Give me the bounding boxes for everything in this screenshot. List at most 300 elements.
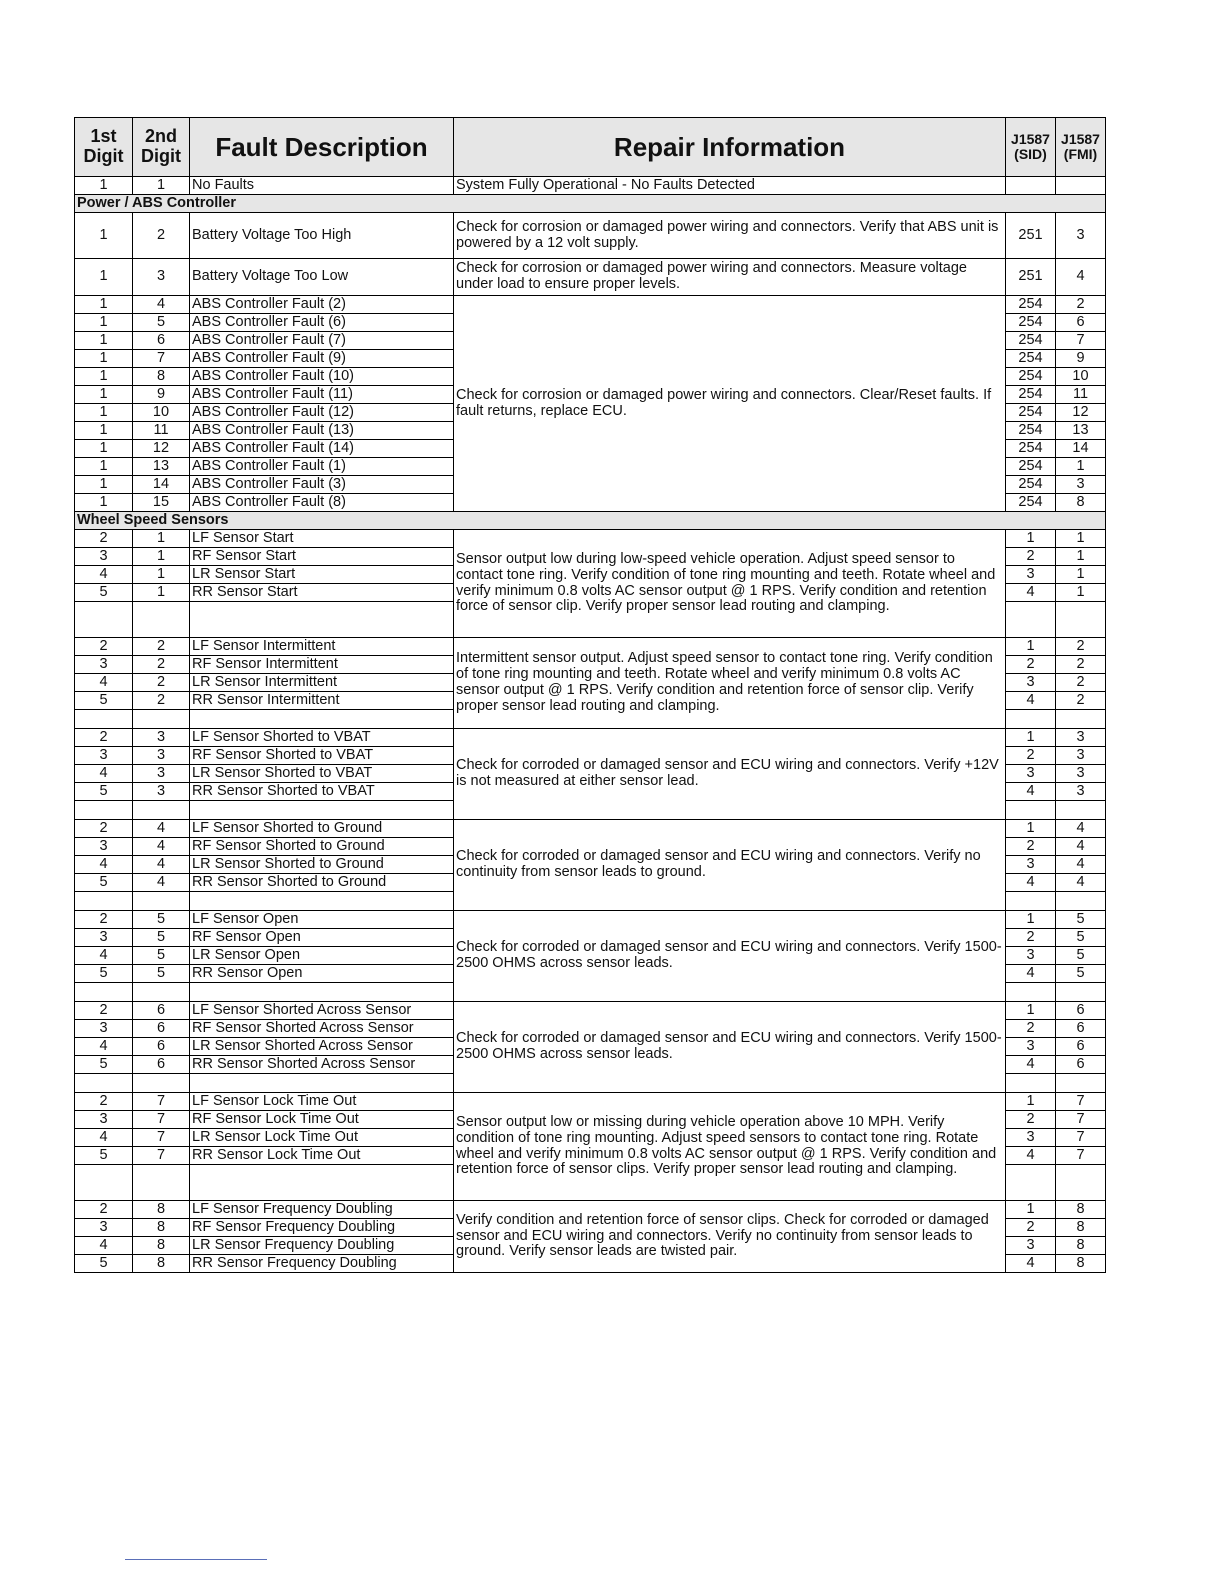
fault-description: LR Sensor Lock Time Out [190,1129,454,1147]
sid-value: 1 [1006,729,1056,747]
header-fmi: J1587 (FMI) [1056,118,1106,177]
fmi-value: 4 [1056,820,1106,838]
fault-description: RR Sensor Shorted to VBAT [190,783,454,801]
first-digit: 1 [75,259,133,296]
sid-value: 251 [1006,213,1056,259]
first-digit: 4 [75,856,133,874]
first-digit: 2 [75,729,133,747]
empty-cell [190,983,454,1002]
fault-description: LF Sensor Open [190,911,454,929]
repair-information: Sensor output low or missing during vehicle operation above 10 MPH. Verify condition of tone ring mounting. Adjust speed sensors to contact tone ring. Rotate wheel and verify minimum 0.8 volts AC sensor output @ 1 RPS. Verify condition and retention force of sensor clips. Verify proper sensor lead routing and clamping. [454,1093,1006,1201]
sid-value: 2 [1006,838,1056,856]
fault-description: RR Sensor Frequency Doubling [190,1255,454,1273]
repair-information: Check for corroded or damaged sensor and ECU wiring and connectors. Verify 1500-2500 OHMS across sensor leads. [454,911,1006,1002]
empty-cell [133,983,190,1002]
fmi-value: 1 [1056,548,1106,566]
second-digit: 6 [133,332,190,350]
sid-value: 1 [1006,1002,1056,1020]
second-digit: 1 [133,584,190,602]
first-digit: 5 [75,874,133,892]
first-digit: 3 [75,548,133,566]
empty-cell [1056,892,1106,911]
repair-information: Intermittent sensor output. Adjust speed sensor to contact tone ring. Verify condition of tone ring mounting and teeth. Rotate wheel and verify minimum 0.8 volts AC sensor output @ 1 RPS. Verify condition and retention force of sensor clip. Verify proper sensor lead routing and clamping. [454,638,1006,729]
empty-cell [1056,1165,1106,1201]
sid-value: 3 [1006,765,1056,783]
empty-cell [1056,602,1106,638]
section-header-power [75,195,1106,213]
second-digit: 4 [133,820,190,838]
fmi-value: 9 [1056,350,1106,368]
second-digit: 7 [133,1129,190,1147]
first-digit: 2 [75,820,133,838]
second-digit: 3 [133,783,190,801]
second-digit: 5 [133,911,190,929]
sid-value: 2 [1006,929,1056,947]
fmi-value: 6 [1056,314,1106,332]
second-digit: 12 [133,440,190,458]
fault-description: ABS Controller Fault (10) [190,368,454,386]
fault-description: ABS Controller Fault (12) [190,404,454,422]
section-title: Power / ABS Controller [75,195,1106,213]
fmi-value: 4 [1056,874,1106,892]
second-digit: 1 [133,530,190,548]
first-digit: 1 [75,386,133,404]
empty-cell [190,1165,454,1201]
fmi-value: 3 [1056,765,1106,783]
empty-cell [133,801,190,820]
footnote-divider [125,1559,267,1560]
first-digit: 4 [75,1038,133,1056]
first-digit: 1 [75,350,133,368]
fmi-value: 12 [1056,404,1106,422]
sid-value: 251 [1006,259,1056,296]
empty-cell [133,1165,190,1201]
second-digit: 2 [133,638,190,656]
first-digit: 3 [75,838,133,856]
second-digit: 9 [133,386,190,404]
empty-cell [75,801,133,820]
empty-cell [1056,710,1106,729]
fault-description: LR Sensor Shorted to Ground [190,856,454,874]
fault-description: RR Sensor Open [190,965,454,983]
first-digit: 4 [75,947,133,965]
fault-description: ABS Controller Fault (9) [190,350,454,368]
second-digit: 11 [133,422,190,440]
fmi-value: 7 [1056,332,1106,350]
second-digit: 6 [133,1020,190,1038]
second-digit: 5 [133,965,190,983]
second-digit: 4 [133,296,190,314]
sid-value: 254 [1006,404,1056,422]
repair-information: Check for corroded or damaged sensor and ECU wiring and connectors. Verify no continuity from sensor leads to ground. [454,820,1006,911]
fmi-value: 8 [1056,1255,1106,1273]
second-digit: 8 [133,1237,190,1255]
fmi-value: 7 [1056,1147,1106,1165]
second-digit: 2 [133,692,190,710]
empty-cell [1006,1165,1056,1201]
sid-value: 3 [1006,1038,1056,1056]
empty-cell [133,1074,190,1093]
fmi-value: 6 [1056,1056,1106,1074]
second-digit: 8 [133,1201,190,1219]
second-digit: 8 [133,368,190,386]
table-row [75,729,1106,747]
sid-value: 4 [1006,1147,1056,1165]
fault-description: RF Sensor Intermittent [190,656,454,674]
sid-value: 254 [1006,368,1056,386]
first-digit: 3 [75,656,133,674]
repair-information: System Fully Operational - No Faults Detected [454,177,1006,195]
empty-cell [1056,801,1106,820]
fmi-value: 6 [1056,1002,1106,1020]
fault-description: RF Sensor Shorted Across Sensor [190,1020,454,1038]
first-digit: 1 [75,476,133,494]
header-first-digit: 1st Digit [75,118,133,177]
fault-description: ABS Controller Fault (7) [190,332,454,350]
second-digit: 4 [133,856,190,874]
empty-cell [1056,1074,1106,1093]
table-row [75,213,1106,259]
second-digit: 5 [133,947,190,965]
sid-value: 1 [1006,1093,1056,1111]
fmi-value: 3 [1056,213,1106,259]
first-digit: 2 [75,638,133,656]
header-fault-description: Fault Description [190,118,454,177]
second-digit: 3 [133,765,190,783]
sid-value: 4 [1006,874,1056,892]
section-title: Wheel Speed Sensors [75,512,1106,530]
first-digit: 1 [75,368,133,386]
fault-description: LF Sensor Frequency Doubling [190,1201,454,1219]
first-digit: 1 [75,177,133,195]
fmi-value: 1 [1056,458,1106,476]
fault-description: ABS Controller Fault (6) [190,314,454,332]
sid-value: 2 [1006,1020,1056,1038]
second-digit: 3 [133,747,190,765]
empty-cell [1056,983,1106,1002]
second-digit: 6 [133,1038,190,1056]
sid-value: 254 [1006,458,1056,476]
second-digit: 4 [133,874,190,892]
table-row [75,530,1106,548]
empty-cell [75,710,133,729]
fmi-value: 5 [1056,947,1106,965]
first-digit: 5 [75,692,133,710]
table-row [75,1002,1106,1020]
repair-information: Check for corroded or damaged sensor and ECU wiring and connectors. Verify +12V is not measured at either sensor lead. [454,729,1006,820]
empty-cell [1006,1074,1056,1093]
second-digit: 1 [133,548,190,566]
fmi-value: 4 [1056,259,1106,296]
fault-description: ABS Controller Fault (8) [190,494,454,512]
sid-value: 4 [1006,1056,1056,1074]
fmi-value: 5 [1056,929,1106,947]
sid-value: 2 [1006,1219,1056,1237]
second-digit: 7 [133,1093,190,1111]
first-digit: 2 [75,530,133,548]
sid-value: 254 [1006,494,1056,512]
second-digit: 4 [133,838,190,856]
first-digit: 4 [75,566,133,584]
sid-value: 254 [1006,386,1056,404]
empty-cell [190,710,454,729]
fmi-value [1056,177,1106,195]
fault-description: LR Sensor Frequency Doubling [190,1237,454,1255]
fault-description: RR Sensor Shorted to Ground [190,874,454,892]
table-row [75,259,1106,296]
fault-description: RF Sensor Shorted to Ground [190,838,454,856]
fmi-value: 3 [1056,476,1106,494]
fault-description: LF Sensor Shorted to Ground [190,820,454,838]
first-digit: 5 [75,783,133,801]
fmi-value: 7 [1056,1129,1106,1147]
fault-description: LF Sensor Shorted to VBAT [190,729,454,747]
fault-description: RF Sensor Lock Time Out [190,1111,454,1129]
fault-description: RR Sensor Start [190,584,454,602]
table-row [75,1093,1106,1111]
sid-value: 3 [1006,1129,1056,1147]
second-digit: 7 [133,1147,190,1165]
first-digit: 5 [75,1255,133,1273]
repair-information: Check for corrosion or damaged power wiring and connectors. Measure voltage under load to ensure proper levels. [454,259,1006,296]
sid-value: 254 [1006,332,1056,350]
second-digit: 5 [133,314,190,332]
fmi-value: 3 [1056,783,1106,801]
first-digit: 5 [75,1056,133,1074]
fault-description: LR Sensor Shorted Across Sensor [190,1038,454,1056]
second-digit: 1 [133,177,190,195]
fmi-value: 2 [1056,692,1106,710]
fault-description: RF Sensor Frequency Doubling [190,1219,454,1237]
first-digit: 1 [75,213,133,259]
sid-value: 2 [1006,1111,1056,1129]
fmi-value: 4 [1056,856,1106,874]
first-digit: 1 [75,422,133,440]
fmi-value: 3 [1056,747,1106,765]
empty-cell [1006,710,1056,729]
empty-cell [75,983,133,1002]
empty-cell [1006,602,1056,638]
fmi-value: 5 [1056,911,1106,929]
empty-cell [190,1074,454,1093]
second-digit: 6 [133,1002,190,1020]
fmi-value: 1 [1056,566,1106,584]
fmi-value: 7 [1056,1111,1106,1129]
fault-description: LR Sensor Start [190,566,454,584]
header-repair-information: Repair Information [454,118,1006,177]
fmi-value: 6 [1056,1038,1106,1056]
first-digit: 2 [75,911,133,929]
sid-value: 254 [1006,350,1056,368]
empty-cell [75,1074,133,1093]
fault-description: LR Sensor Intermittent [190,674,454,692]
fault-description: RR Sensor Lock Time Out [190,1147,454,1165]
fmi-value: 5 [1056,965,1106,983]
sid-value: 4 [1006,965,1056,983]
sid-value: 1 [1006,820,1056,838]
first-digit: 2 [75,1093,133,1111]
fault-description: No Faults [190,177,454,195]
sid-value: 254 [1006,314,1056,332]
second-digit: 1 [133,566,190,584]
second-digit: 2 [133,213,190,259]
repair-information: Check for corrosion or damaged power wiring and connectors. Clear/Reset faults. If fault returns, replace ECU. [454,296,1006,512]
first-digit: 1 [75,296,133,314]
first-digit: 4 [75,674,133,692]
table-row [75,820,1106,838]
fmi-value: 2 [1056,674,1106,692]
sid-value: 3 [1006,1237,1056,1255]
sid-value: 254 [1006,422,1056,440]
first-digit: 5 [75,1147,133,1165]
first-digit: 4 [75,1237,133,1255]
fmi-value: 1 [1056,584,1106,602]
first-digit: 3 [75,1020,133,1038]
first-digit: 5 [75,584,133,602]
table-row [75,1201,1106,1219]
sid-value: 254 [1006,476,1056,494]
sid-value: 1 [1006,1201,1056,1219]
table-header-row [75,118,1106,177]
sid-value: 254 [1006,440,1056,458]
first-digit: 3 [75,1219,133,1237]
header-second-digit: 2nd Digit [133,118,190,177]
fault-description: RF Sensor Start [190,548,454,566]
fault-description: LR Sensor Shorted to VBAT [190,765,454,783]
first-digit: 1 [75,332,133,350]
fault-description: RF Sensor Open [190,929,454,947]
fmi-value: 13 [1056,422,1106,440]
empty-cell [75,1165,133,1201]
table-row [75,638,1106,656]
repair-information: Verify condition and retention force of sensor clips. Check for corroded or damaged sensor and ECU wiring and connectors. Verify no continuity from sensor leads to ground. Verify sensor leads are twisted pair. [454,1201,1006,1273]
repair-information: Check for corroded or damaged sensor and ECU wiring and connectors. Verify 1500-2500 OHMS across sensor leads. [454,1002,1006,1093]
sid-value: 2 [1006,656,1056,674]
fmi-value: 6 [1056,1020,1106,1038]
second-digit: 7 [133,1111,190,1129]
fmi-value: 2 [1056,638,1106,656]
sid-value: 3 [1006,566,1056,584]
sid-value: 3 [1006,947,1056,965]
fmi-value: 2 [1056,296,1106,314]
fmi-value: 10 [1056,368,1106,386]
fault-description: ABS Controller Fault (2) [190,296,454,314]
empty-cell [190,892,454,911]
fault-description: RF Sensor Shorted to VBAT [190,747,454,765]
fault-description: LR Sensor Open [190,947,454,965]
fmi-value: 8 [1056,494,1106,512]
fault-description: ABS Controller Fault (11) [190,386,454,404]
first-digit: 2 [75,1201,133,1219]
first-digit: 1 [75,458,133,476]
repair-information: Sensor output low during low-speed vehicle operation. Adjust speed sensor to contact tone ring. Verify condition of tone ring mounting and teeth. Rotate wheel and verify minimum 0.8 volts AC sensor output @ 1 RPS. Verify condition and retention force of sensor clip. Verify proper sensor lead routing and clamping. [454,530,1006,638]
sid-value: 4 [1006,783,1056,801]
controller-fault-group [75,296,1106,512]
fmi-value: 11 [1056,386,1106,404]
sid-value: 4 [1006,692,1056,710]
second-digit: 2 [133,656,190,674]
fmi-value: 3 [1056,729,1106,747]
fault-description: RR Sensor Shorted Across Sensor [190,1056,454,1074]
first-digit: 1 [75,440,133,458]
second-digit: 2 [133,674,190,692]
header-sid: J1587 (SID) [1006,118,1056,177]
sid-value: 3 [1006,674,1056,692]
fault-description: LF Sensor Lock Time Out [190,1093,454,1111]
first-digit: 4 [75,765,133,783]
empty-cell [1006,801,1056,820]
fmi-value: 1 [1056,530,1106,548]
fault-description: RR Sensor Intermittent [190,692,454,710]
fault-description: ABS Controller Fault (1) [190,458,454,476]
empty-cell [1006,892,1056,911]
fmi-value: 7 [1056,1093,1106,1111]
empty-cell [1006,983,1056,1002]
fmi-value: 14 [1056,440,1106,458]
repair-information: Check for corrosion or damaged power wiring and connectors. Verify that ABS unit is powered by a 12 volt supply. [454,213,1006,259]
second-digit: 14 [133,476,190,494]
fault-description: ABS Controller Fault (14) [190,440,454,458]
table-row [75,177,1106,195]
second-digit: 5 [133,929,190,947]
fmi-value: 8 [1056,1237,1106,1255]
fault-description: LF Sensor Intermittent [190,638,454,656]
empty-cell [75,892,133,911]
empty-cell [75,602,133,638]
first-digit: 1 [75,404,133,422]
table-row [75,296,1106,314]
sid-value: 254 [1006,296,1056,314]
sid-value: 3 [1006,856,1056,874]
empty-cell [133,602,190,638]
fmi-value: 8 [1056,1201,1106,1219]
fault-description: ABS Controller Fault (3) [190,476,454,494]
empty-cell [190,801,454,820]
section-header-wheel-speed-sensors [75,512,1106,530]
fmi-value: 2 [1056,656,1106,674]
first-digit: 5 [75,965,133,983]
second-digit: 13 [133,458,190,476]
first-digit: 3 [75,1111,133,1129]
fault-description: Battery Voltage Too Low [190,259,454,296]
fault-description: Battery Voltage Too High [190,213,454,259]
first-digit: 1 [75,494,133,512]
second-digit: 8 [133,1219,190,1237]
first-digit: 3 [75,747,133,765]
second-digit: 7 [133,350,190,368]
sid-value: 4 [1006,1255,1056,1273]
first-digit: 2 [75,1002,133,1020]
fault-code-table [74,117,1106,1273]
first-digit: 3 [75,929,133,947]
empty-cell [190,602,454,638]
fault-description: ABS Controller Fault (13) [190,422,454,440]
first-digit: 1 [75,314,133,332]
second-digit: 15 [133,494,190,512]
second-digit: 8 [133,1255,190,1273]
second-digit: 3 [133,729,190,747]
empty-cell [133,892,190,911]
first-digit: 4 [75,1129,133,1147]
fmi-value: 8 [1056,1219,1106,1237]
empty-cell [133,710,190,729]
sid-value: 1 [1006,911,1056,929]
sid-value: 4 [1006,584,1056,602]
second-digit: 3 [133,259,190,296]
fault-description: LF Sensor Start [190,530,454,548]
fault-description: LF Sensor Shorted Across Sensor [190,1002,454,1020]
wheel-sensor-groups [75,530,1106,1273]
